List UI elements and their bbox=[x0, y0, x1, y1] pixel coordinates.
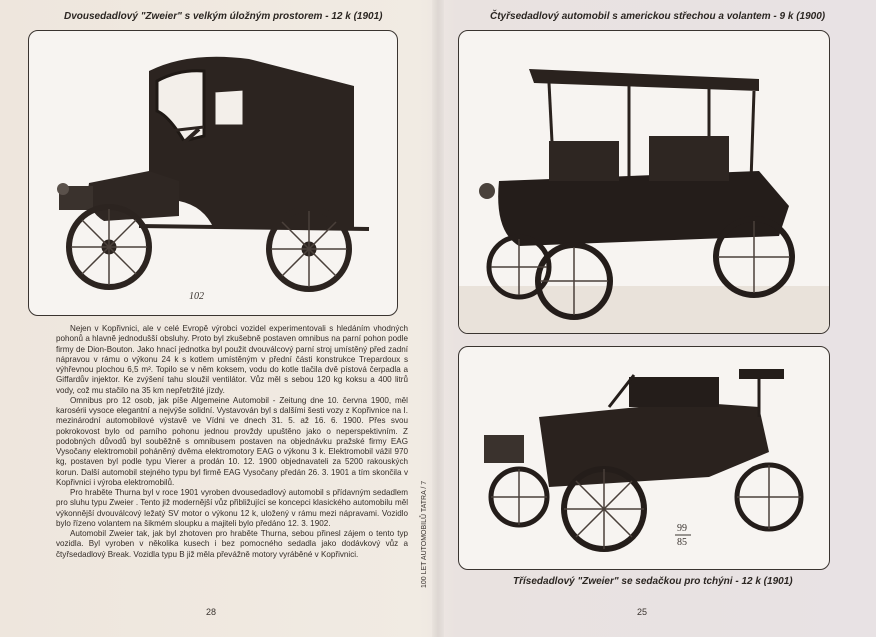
photo-zweier-rumble-seat bbox=[458, 346, 830, 570]
body-paragraph: Nejen v Kopřivnici, ale v celé Evropě výrobci vozidel experimentovali s hledáním vhodných pohonů a hlavně jednodušší obsluhy. Proto byl zkušebně postaven omnibus na parní pohon podle firmy de Dion-Bouton. Jako hnací jednotka byl použit dvouválcový parní stroj umístěný před zadní nápravou v rámu o výkonu 24 k s kotlem umístěným v přední části konstrukce Trepardoux s výhřevnou plochou 6,5 m². Topilo se v něm koksem, vodu do kotle tlačila dvě pístová čerpadla a Giffardův injektor. Ke zvýšení tahu sloužil ventilátor. Vůz měl s sebou 120 kg koksu a 400 litrů vody, což mu stačilo na 35 km nepřetržité jízdy. bbox=[56, 324, 408, 395]
caption-bottom-right: Třísedadlový "Zweier" se sedačkou pro tchýni - 12 k (1901) bbox=[513, 576, 793, 587]
photo-delivery-car bbox=[28, 30, 398, 316]
book-spine bbox=[432, 0, 444, 637]
caption-top-right: Čtyřsedadlový automobil s americkou střechou a volantem - 9 k (1900) bbox=[490, 11, 826, 22]
side-running-title: 100 LET AUTOMOBILŮ TATRA / 7 bbox=[421, 480, 428, 588]
caption-top-left: Dvousedadlový "Zweier" s velkým úložným prostorem - 12 k (1901) bbox=[64, 11, 383, 22]
article-body bbox=[56, 324, 408, 560]
body-paragraph: Pro hraběte Thurna byl v roce 1901 vyroben dvousedadlový automobil s přídavným sedadlem pro sluhu typu Zweier . Tento již modernější vůz přibližující se koncepci klasického automobilu měl výkonnější dvouválcový ležatý SV motor o výkonu 12 k, uložený v rámu mezi nápravami. Vozidlo bylo řízeno volantem na šikmém sloupku a majiteli bylo předáno 12. 3. 1902. bbox=[56, 488, 408, 528]
page-number-left: 28 bbox=[206, 607, 217, 617]
photo-mark-right-top: 99 bbox=[677, 523, 687, 534]
photo-mark-left: 102 bbox=[189, 291, 204, 302]
photo-mark-right-bottom: 85 bbox=[677, 537, 687, 548]
photo-tourer-with-roof bbox=[458, 30, 830, 334]
page-number-right: 25 bbox=[637, 607, 648, 617]
body-paragraph: Omnibus pro 12 osob, jak píše Algemeine Automobil - Zeitung dne 10. června 1900, měl karosérii vysoce elegantní a nejvýše solidní. Vystavován byl s dalšími šesti vozy z Kopřivnice na I. mezinárodní automobilové výstavě ve Vídni ve dnech 31. 5. až 16. 6. 1900. Přes svou pokrokovost bylo od parního pohonu jednou provždy upuštěno jako o neperspektivním. Z podobných důvodů byl souběžně s omnibusem postaven na objednávku pražské firmy EAG Vysočany elektromobil poháněný dvěma elektromotory EAG o výkonu 3 k. Elektromobil vážil 970 kg, postaven byl podle typu Vierer a prodán 10. 12. 1900 objednavateli za 5200 rakouských korun. Další automobil stejného typu byl firmě EAG Vysočany předán 26. 3. 1901 a tím skončila v Kopřivnici i výroba elektromobilů. bbox=[56, 395, 408, 487]
body-paragraph: Automobil Zweier tak, jak byl zhotoven pro hraběte Thurna, sebou přinesl zájem o tento typ vozidla. Byl vyroben v několika kusech i bez pomocného sedadla jako dodávkový vůz a čtyřsedadlový Break. Vozidla typu B již měla převážně motory vyráběné v Kopřivnici. bbox=[56, 529, 408, 559]
